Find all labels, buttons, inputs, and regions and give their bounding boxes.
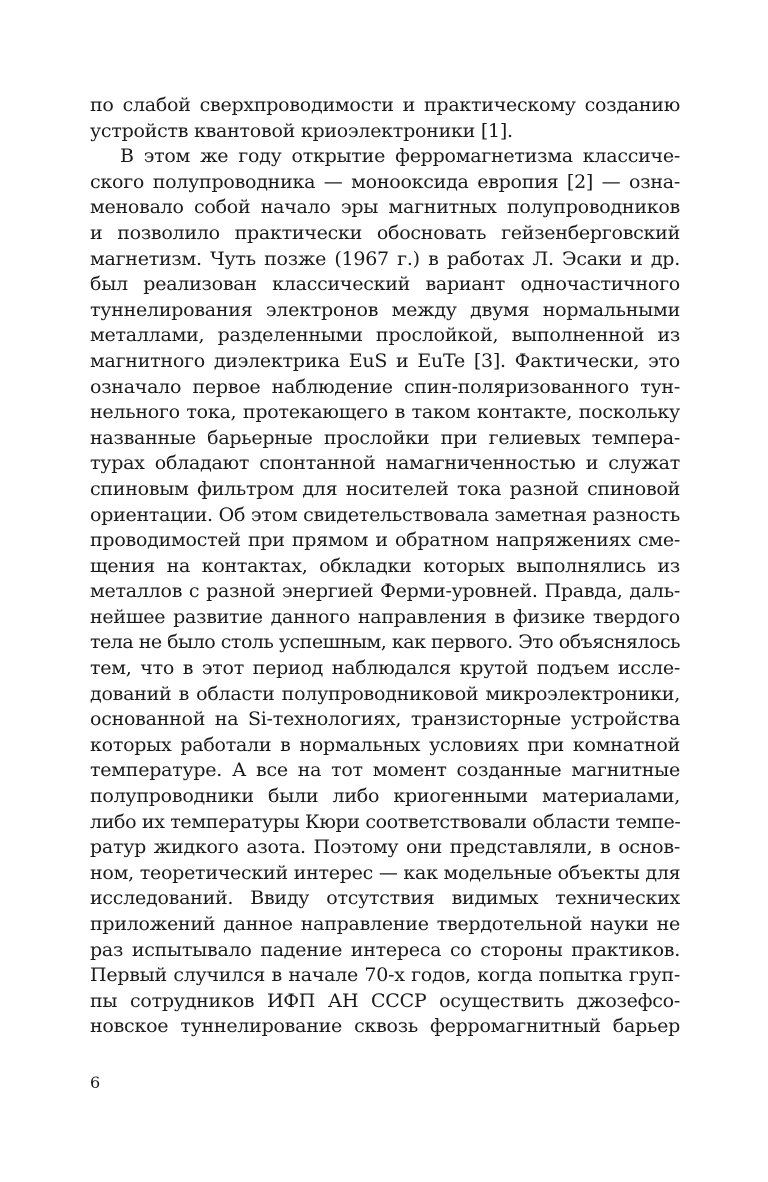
text-line: меновало собой начало эры магнитных полупроводников: [90, 196, 680, 219]
text-line: был реализован классический вариант одночастичного: [90, 273, 680, 296]
text-line: новское туннелирование сквозь ферромагнитный барьер: [90, 1015, 680, 1038]
text-line: ратур жидкого азота. Поэтому они представляли, в основ-: [90, 836, 680, 859]
text-line: либо их температуры Кюри соответствовали области темпе-: [90, 810, 681, 833]
text-line: турах обладают спонтанной намагниченностью и служат: [90, 452, 680, 475]
text-line: тем, что в этот период наблюдался крутой подъем иссле-: [90, 657, 680, 680]
text-line: дований в области полупроводниковой микроэлектроники,: [90, 682, 680, 705]
text-line: полупроводники были либо криогенными материалами,: [90, 785, 680, 808]
text-line: металлами, разделенными прослойкой, выполненной из: [90, 324, 680, 347]
text-line: металлов с разной энергией Ферми-уровней. Правда, даль-: [90, 580, 680, 603]
text-line: ном, теоретический интерес — как модельные объекты для: [90, 861, 681, 884]
text-line: магнитного диэлектрика EuS и EuTe [3]. Фактически, это: [90, 349, 680, 372]
text-line: спиновым фильтром для носителей тока разной спиновой: [90, 477, 680, 500]
text-line: и позволило практически обосновать гейзенберговский: [90, 221, 680, 244]
text-line: пы сотрудников ИФП АН СССР осуществить джозефсо-: [90, 989, 680, 1012]
text-line: нельного тока, протекающего в таком контакте, поскольку: [90, 401, 680, 424]
text-line: щения на контактах, обкладки которых выполнялись из: [90, 554, 680, 577]
text-line: по слабой сверхпроводимости и практическому созданию: [90, 94, 680, 116]
text-line: температуре. А все на тот момент созданные магнитные: [90, 759, 680, 782]
page-number: 6: [90, 1073, 101, 1092]
text-line: проводимостей при прямом и обратном напряжениях сме-: [90, 529, 680, 552]
paragraph-first-line: В этом же году открытие ферромагнетизма классиче-: [120, 145, 680, 168]
text-line: исследований. Ввиду отсутствия видимых технических: [90, 887, 680, 910]
text-line: туннелирования электронов между двумя нормальными: [90, 298, 680, 321]
text-line: магнетизм. Чуть позже (1967 г.) в работах Л. Эсаки и др.: [90, 247, 680, 270]
text-line: нейшее развитие данного направления в физике твердого: [90, 605, 680, 628]
text-line: названные барьерные прослойки при гелиевых темпера-: [90, 426, 680, 449]
text-line: ориентации. Об этом свидетельствовала заметная разность: [90, 503, 680, 526]
text-line: ского полупроводника — монооксида европия [2] — озна-: [90, 170, 680, 193]
text-line: Первый случился в начале 70-х годов, когда попытка груп-: [90, 964, 680, 987]
body-text: [90, 93, 680, 1040]
text-line: тела не было столь успешным, как первого. Это объяснялось: [90, 631, 680, 654]
text-line: приложений данное направление твердотельной науки не: [90, 913, 680, 935]
text-line: устройств квантовой криоэлектроники [1].: [90, 119, 513, 142]
text-line: означало первое наблюдение спин-поляризованного тун-: [90, 375, 680, 398]
text-line: которых работали в нормальных условиях при комнатной: [90, 733, 680, 756]
text-line: раз испытывало падение интереса со стороны практиков.: [90, 938, 680, 961]
text-line: основанной на Si-технологиях, транзисторные устройства: [90, 708, 680, 731]
